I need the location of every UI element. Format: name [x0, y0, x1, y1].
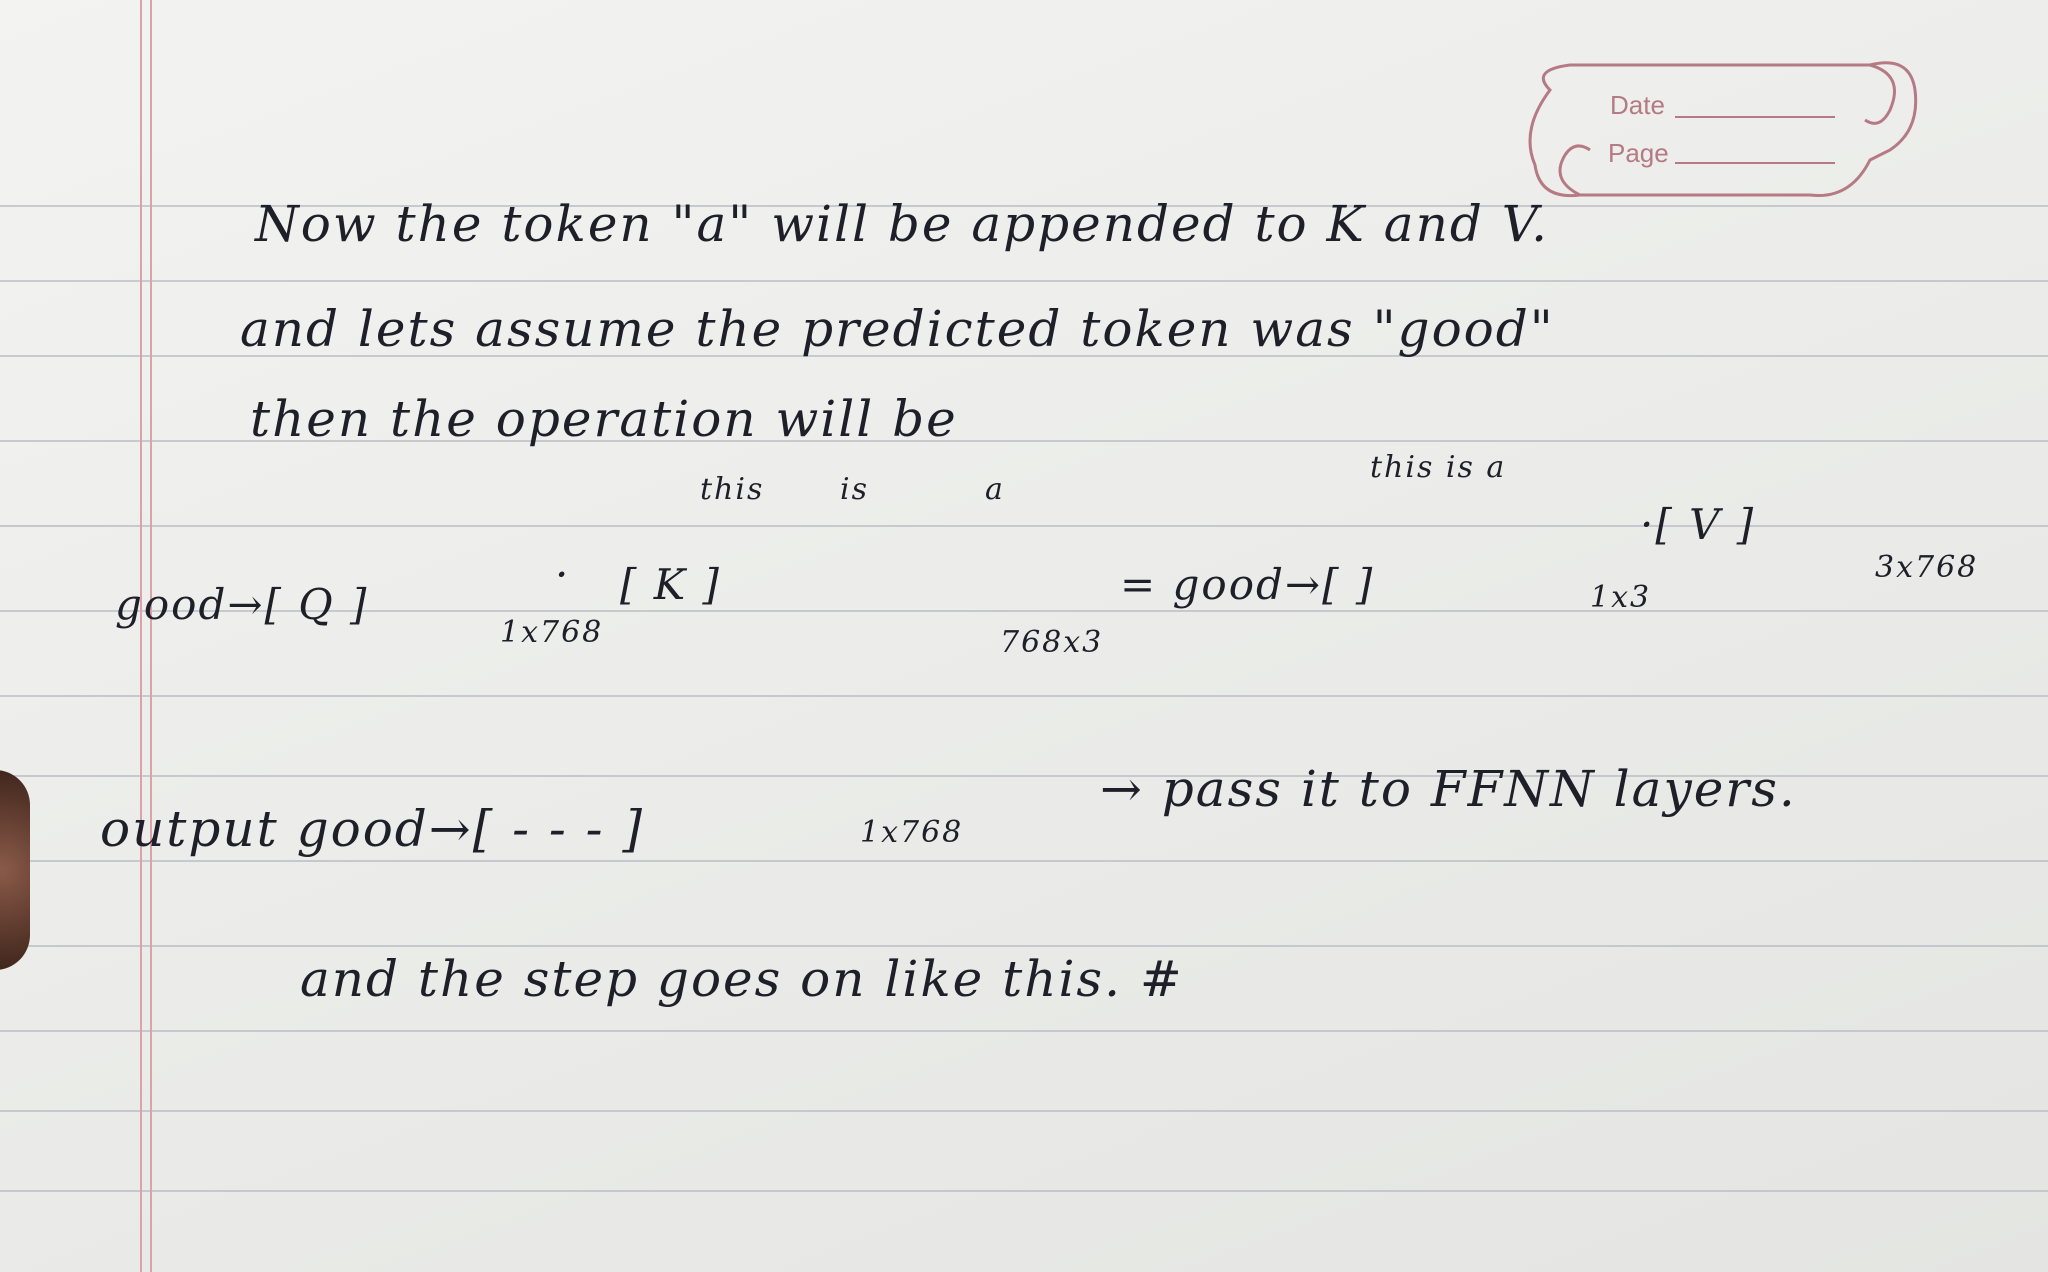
ruled-line	[0, 695, 2048, 697]
eq-sub-1x3: 1x3	[1590, 580, 1652, 615]
eq-sub-3x768: 3x768	[1875, 550, 1979, 585]
eq-label-a: a	[985, 472, 1005, 507]
eq-right: = good→[ ]	[1120, 560, 1375, 609]
eq-sub-1x768: 1x768	[500, 615, 604, 650]
output-sub-1x768: 1x768	[860, 815, 964, 850]
thumb	[0, 770, 30, 970]
eq-label-is: is	[840, 472, 869, 507]
ruled-line	[0, 1030, 2048, 1032]
ruled-line	[0, 1110, 2048, 1112]
output-line: output good→[ - - - ]	[100, 800, 644, 858]
date-page-stamp	[1510, 50, 1930, 210]
scroll-banner-icon	[1510, 50, 1930, 210]
eq-dot: ·	[555, 550, 571, 599]
ruled-line	[0, 1190, 2048, 1192]
text-line-3: then the operation will be	[250, 390, 958, 448]
ruled-line	[0, 280, 2048, 282]
date-label: Date	[1610, 90, 1665, 120]
ruled-line	[0, 945, 2048, 947]
eq-k-matrix: [ K ]	[620, 560, 721, 609]
margin-line	[150, 0, 152, 1272]
eq-sub-768x3: 768x3	[1000, 625, 1104, 660]
page-field-line	[1675, 162, 1835, 164]
eq-v-matrix: ·[ V ]	[1640, 500, 1756, 549]
output-tail: → pass it to FFNN layers.	[1100, 760, 1797, 818]
margin-line	[140, 0, 142, 1272]
final-line: and the step goes on like this. #	[300, 950, 1184, 1008]
ruled-line	[0, 860, 2048, 862]
page-label: Page	[1608, 138, 1669, 168]
text-line-1: Now the token "a" will be appended to K and V.	[255, 195, 1549, 253]
date-field-line	[1675, 116, 1835, 118]
eq-label-this: this	[700, 472, 765, 507]
eq-left: good→[ Q ]	[115, 580, 369, 629]
text-line-2: and lets assume the predicted token was "good"	[240, 300, 1555, 358]
eq-labels-right: this is a	[1370, 450, 1507, 485]
